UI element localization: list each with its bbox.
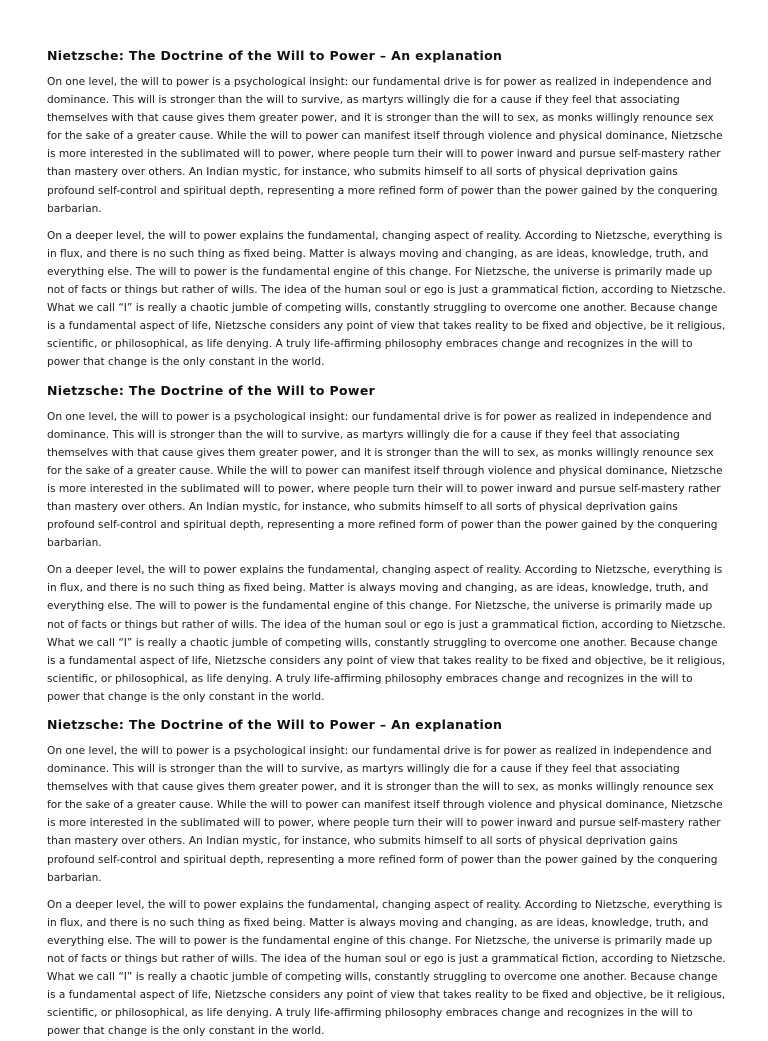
paragraph: On a deeper level, the will to power explains the fundamental, changing aspect of reality. According to Nietzsche, everything is in flux, and there is no such thing as fixed being. Matter is always moving and changing, as are ideas, knowledge, truth, and everything else. The will to power is the fundamental engine of this change. For Nietzsche, the universe is primarily made up not of facts or things but rather of wills. The idea of the human soul or ego is just a grammatical fiction, according to Nietzsche. What we call “I” is really a chaotic jumble of competing wills, constantly struggling to overcome one another. Because change is a fundamental aspect of life, Nietzsche considers any point of view that takes reality to be fixed and objective, be it religious, scientific, or philosophical, as life denying. A truly life-affirming philosophy embraces change and recognizes in the will to power that change is the only constant in the world. — [47, 229, 726, 369]
section-heading: Nietzsche: The Doctrine of the Will to Power — [47, 382, 376, 398]
paragraph: On a deeper level, the will to power explains the fundamental, changing aspect of reality. According to Nietzsche, everything is in flux, and there is no such thing as fixed being. Matter is always moving and changing, as are ideas, knowledge, truth, and everything else. The will to power is the fundamental engine of this change. For Nietzsche, the universe is primarily made up not of facts or things but rather of wills. The idea of the human soul or ego is just a grammatical fiction, according to Nietzsche. What we call “I” is really a chaotic jumble of competing wills, constantly struggling to overcome one another. Because change is a fundamental aspect of life, Nietzsche considers any point of view that takes reality to be fixed and objective, be it religious, scientific, or philosophical, as life denying. A truly life-affirming philosophy embraces change and recognizes in the will to power that change is the only constant in the world. — [47, 898, 726, 1038]
paragraph: On one level, the will to power is a psychological insight: our fundamental drive is for power as realized in independence and dominance. This will is stronger than the will to survive, as martyrs willingly die for a cause if they feel that associating themselves with that cause gives them greater power, and it is stronger than the will to sex, as monks willingly renounce sex for the sake of a greater cause. While the will to power can manifest itself through violence and physical dominance, Nietzsche is more interested in the sublimated will to power, where people turn their will to power inward and pursue self-mastery rather than mastery over others. An Indian mystic, for instance, who submits himself to all sorts of physical deprivation gains profound self-control and spiritual depth, representing a more refined form of power than the power gained by the conquering barbarian. — [47, 745, 723, 884]
section-1 — [47, 46, 728, 372]
section-2 — [47, 381, 728, 707]
paragraph: On a deeper level, the will to power explains the fundamental, changing aspect of reality. According to Nietzsche, everything is in flux, and there is no such thing as fixed being. Matter is always moving and changing, as are ideas, knowledge, truth, and everything else. The will to power is the fundamental engine of this change. For Nietzsche, the universe is primarily made up not of facts or things but rather of wills. The idea of the human soul or ego is just a grammatical fiction, according to Nietzsche. What we call “I” is really a chaotic jumble of competing wills, constantly struggling to overcome one another. Because change is a fundamental aspect of life, Nietzsche considers any point of view that takes reality to be fixed and objective, be it religious, scientific, or philosophical, as life denying. A truly life-affirming philosophy embraces change and recognizes in the will to power that change is the only constant in the world. — [47, 564, 726, 703]
paragraph: On one level, the will to power is a psychological insight: our fundamental drive is for power as realized in independence and dominance. This will is stronger than the will to survive, as martyrs willingly die for a cause if they feel that associating themselves with that cause gives them greater power, and it is stronger than the will to sex, as monks willingly renounce sex for the sake of a greater cause. While the will to power can manifest itself through violence and physical dominance, Nietzsche is more interested in the sublimated will to power, where people turn their will to power inward and pursue self-mastery rather than mastery over others. An Indian mystic, for instance, who submits himself to all sorts of physical deprivation gains profound self-control and spiritual depth, representing a more refined form of power than the power gained by the conquering barbarian. — [47, 76, 723, 215]
paragraph: On one level, the will to power is a psychological insight: our fundamental drive is for power as realized in independence and dominance. This will is stronger than the will to survive, as martyrs willingly die for a cause if they feel that associating themselves with that cause gives them greater power, and it is stronger than the will to sex, as monks willingly renounce sex for the sake of a greater cause. While the will to power can manifest itself through violence and physical dominance, Nietzsche is more interested in the sublimated will to power, where people turn their will to power inward and pursue self-mastery rather than mastery over others. An Indian mystic, for instance, who submits himself to all sorts of physical deprivation gains profound self-control and spiritual depth, representing a more refined form of power than the power gained by the conquering barbarian. — [47, 410, 723, 550]
section-heading: Nietzsche: The Doctrine of the Will to Power – An explanation — [47, 717, 503, 732]
section-3 — [47, 715, 728, 1041]
section-heading: Nietzsche: The Doctrine of the Will to Power – An explanation — [47, 48, 503, 63]
